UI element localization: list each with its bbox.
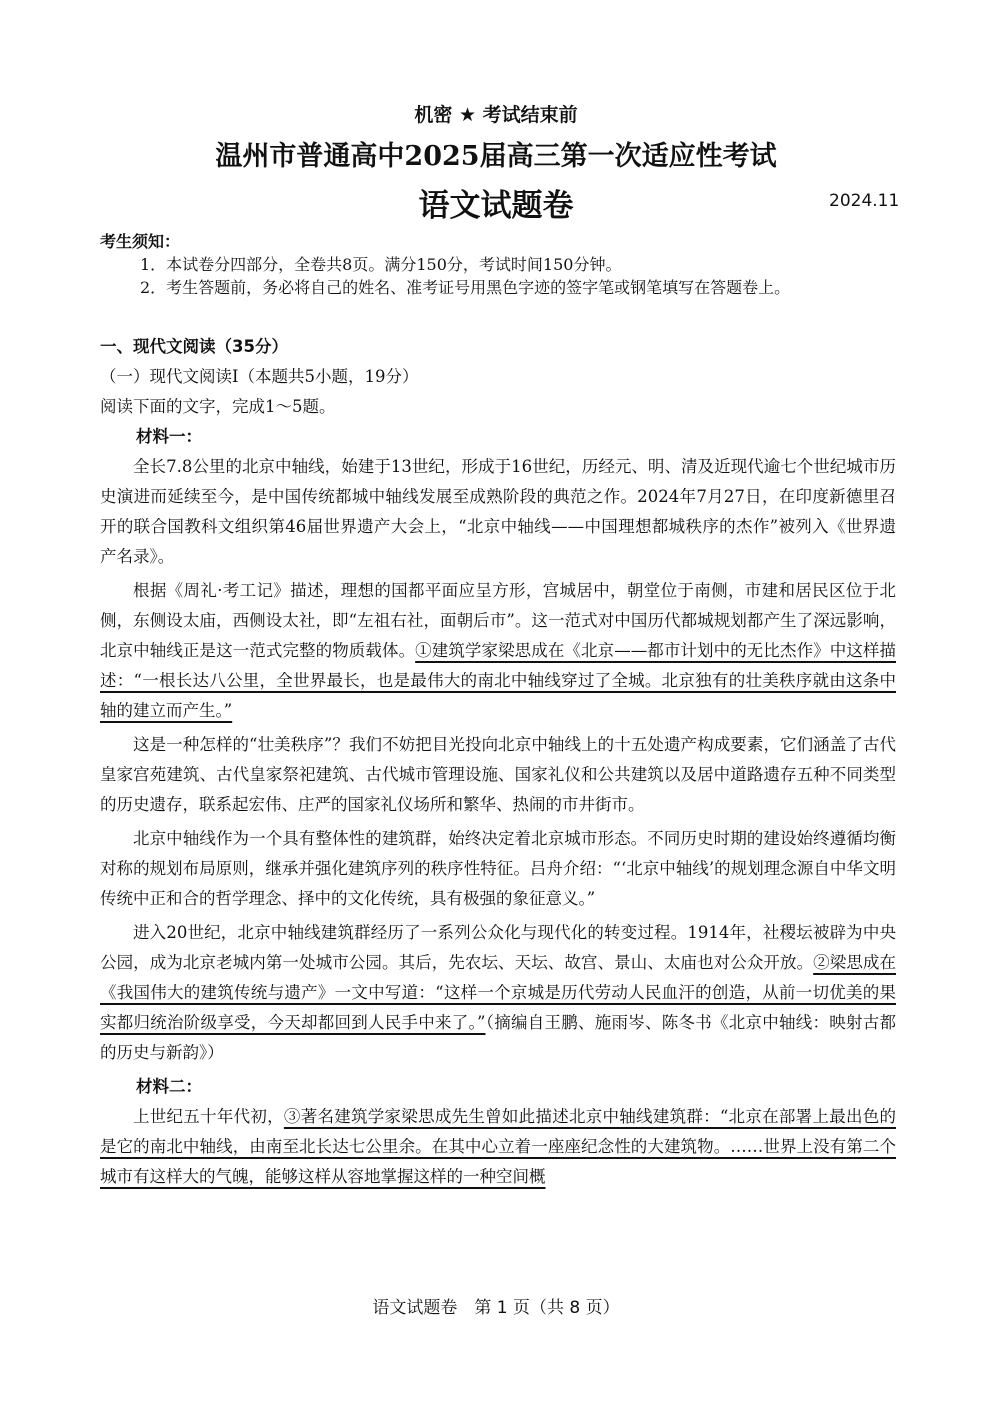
section-heading: 一、现代文阅读（35分） — [100, 337, 288, 356]
page-footer: 语文试题卷 第 1 页（共 8 页） — [372, 1298, 620, 1318]
notice-heading: 考生须知： — [100, 232, 181, 251]
paragraph — [100, 576, 896, 730]
sub-section-heading: （一）现代文阅读Ⅰ（本题共5小题，19分） — [100, 367, 419, 386]
paragraph-text: 上世纪五十年代初， — [133, 1107, 284, 1126]
material-one-heading: 材料一： — [136, 427, 202, 446]
paragraph: 全长7.8公里的北京中轴线，始建于13世纪，形成于16世纪，历经元、明、清及近现代逾七个世纪城市历史演进而延续至今，是中国传统都城中轴线发展至成熟阶段的典范之作。2024年7月27日，在印度新德里召开的联合国教科文组织第46届世界遗产大会上，“北京中轴线——中国理想都城秩序的杰作”被列入《世界遗产名录》。 — [100, 457, 896, 566]
confidential-label: 机密 ★ 考试结束前 — [414, 104, 578, 126]
candidate-notice — [100, 230, 940, 299]
paragraph-text: 根据《周礼·考工记》描述，理想的国都平面应呈方形，宫城居中，朝堂位于南侧，市建和居民区位于北侧，东侧设太庙，西侧设太社，即“左祖右社，面朝后市”。这一范式对中国历代都城规划都产生了深远影响，北京中轴线正是这一范式完整的物质载体。 — [100, 581, 896, 660]
paragraph — [100, 1102, 896, 1196]
notice-item: 2．考生答题前，务必将自己的姓名、准考证号用黑色字迹的签字笔或钢笔填写在答题卷上。 — [140, 278, 791, 297]
exam-date: 2024.11 — [829, 191, 900, 211]
underlined-quote-2: ②梁思成在《我国伟大的建筑传统与遗产》一文中写道：“这样一个京城是历代劳动人民血汗的创造，从前一切优美的果实都归统治阶级享受，今天却都回到人民手中来了。” — [100, 953, 897, 1032]
paragraph — [100, 918, 896, 1072]
reading-section — [100, 332, 896, 1196]
paragraph: 这是一种怎样的“壮美秩序”？我们不妨把目光投向北京中轴线上的十五处遗产构成要素，它们涵盖了古代皇家宫苑建筑、古代皇家祭祀建筑、古代城市管理设施、国家礼仪和公共建筑以及居中道路遗存五种不同类型的历史遗存，联系起宏伟、庄严的国家礼仪场所和繁华、热闹的市井街市。 — [100, 735, 896, 814]
exam-title: 温州市普通高中2025届高三第一次适应性考试 — [215, 141, 777, 172]
notice-item: 1．本试卷分四部分，全卷共8页。满分150分，考试时间150分钟。 — [140, 255, 622, 274]
paragraph-text: 进入20世纪，北京中轴线建筑群经历了一系列公众化与现代化的转变过程。1914年，社稷坛被辟为中央公园，成为北京老城内第一处城市公园。其后，先农坛、天坛、故宫、景山、太庙也对公众开放。 — [100, 923, 896, 972]
reading-instruction: 阅读下面的文字，完成1～5题。 — [100, 397, 336, 416]
paragraph: 北京中轴线作为一个具有整体性的建筑群，始终决定着北京城市形态。不同历史时期的建设始终遵循均衡对称的规划布局原则，继承并强化建筑序列的秩序性特征。吕舟介绍：“‘北京中轴线’的规划理念源自中华文明传统中正和合的哲学理念、择中的文化传统，具有极强的象征意义。” — [100, 829, 896, 908]
source-citation: （摘编自王鹏、施雨岑、陈冬书《北京中轴线：映射古都的历史与新韵》） — [100, 1013, 897, 1062]
underlined-quote-3: ③著名建筑学家梁思成先生曾如此描述北京中轴线建筑群：“北京在部署上最出色的是它的南北中轴线，由南至北长达七公里余。在其中心立着一座座纪念性的大建筑物。……世界上没有第二个城市有这样大的气魄，能够这样从容地掌握这样的一种空间概 — [100, 1107, 897, 1186]
subject-title: 语文试题卷 — [418, 188, 574, 224]
material-two-heading: 材料二： — [136, 1077, 202, 1096]
underlined-quote-1: ①建筑学家梁思成在《北京——都市计划中的无比杰作》中这样描述：“一根长达八公里，全世界最长，也是最伟大的南北中轴线穿过了全城。北京独有的壮美秩序就由这条中轴的建立而产生。” — [100, 641, 897, 720]
